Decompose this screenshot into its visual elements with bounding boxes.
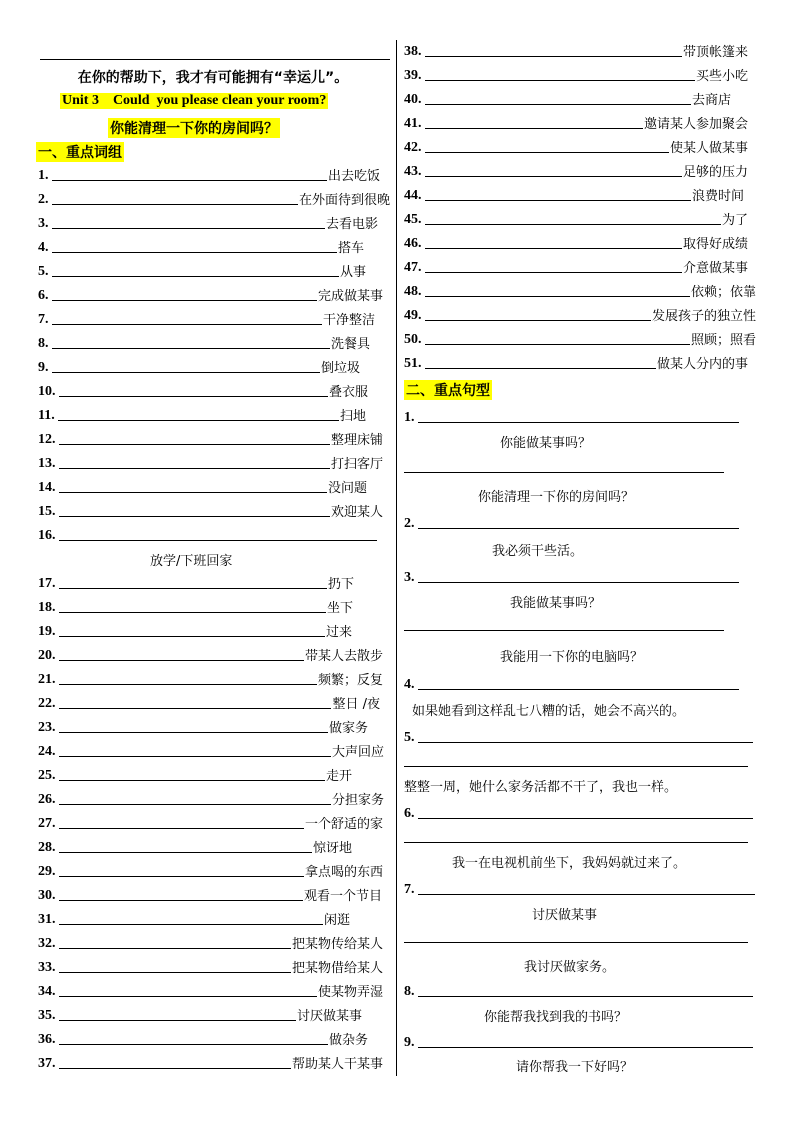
answer-blank[interactable] (425, 186, 691, 201)
phrase-row (38, 380, 368, 400)
phrase-number: 8. (38, 336, 49, 351)
answer-blank[interactable] (59, 742, 331, 757)
phrase-row (38, 572, 354, 592)
phrase-meaning: 从事 (339, 265, 366, 280)
intro-text: 在你的帮助下，我才有可能拥有“幸运儿”。 (77, 70, 349, 86)
phrase-number: 4. (38, 240, 49, 255)
phrase-number: 3. (38, 216, 49, 231)
phrase-number: 18. (38, 600, 56, 615)
sentence-1-row (404, 406, 740, 426)
phrase-row (38, 332, 370, 352)
phrase-number: 27. (38, 816, 56, 831)
phrase-row (404, 160, 748, 180)
answer-line[interactable] (404, 630, 724, 631)
phrase-meaning: 足够的压力 (682, 165, 748, 180)
phrase-row (38, 500, 383, 520)
answer-blank[interactable] (59, 670, 317, 685)
phrase-meaning: 为了 (721, 213, 748, 228)
answer-blank[interactable] (59, 934, 291, 949)
sentence-4-row (404, 673, 740, 693)
answer-blank[interactable] (425, 114, 643, 129)
phrase-meaning: 帮助某人干某事 (291, 1057, 383, 1072)
phrase-meaning: 使某人做某事 (669, 141, 748, 156)
answer-blank[interactable] (418, 408, 740, 423)
answer-blank[interactable] (59, 430, 330, 445)
phrase-row (38, 860, 383, 880)
phrase-number: 34. (38, 984, 56, 999)
sentence-3-row (404, 566, 740, 586)
phrase-row (38, 452, 383, 472)
sentence-1-cue-b: 你能清理一下你的房间吗？ (478, 490, 635, 505)
phrase-meaning: 频繁；反复 (317, 673, 383, 688)
sentence-number: 9. (404, 1035, 415, 1050)
phrase-meaning: 拿点喝的东西 (304, 865, 383, 880)
phrase-number: 23. (38, 720, 56, 735)
phrase-row (404, 208, 748, 228)
answer-blank[interactable] (59, 382, 328, 397)
phrase-meaning: 去看电影 (325, 217, 378, 232)
phrase-number: 1. (38, 168, 49, 183)
sentence-2-cue: 我必须干些活。 (492, 544, 584, 559)
answer-blank[interactable] (425, 234, 682, 249)
phrase-number: 31. (38, 912, 56, 927)
phrase-meaning: 扔下 (327, 577, 354, 592)
phrase-number: 30. (38, 888, 56, 903)
answer-line[interactable] (404, 942, 748, 943)
phrase-meaning: 观看一个节目 (303, 889, 382, 904)
phrase-row (38, 1052, 383, 1072)
answer-blank[interactable] (425, 354, 656, 369)
phrase-number: 40. (404, 92, 422, 107)
phrase-number: 9. (38, 360, 49, 375)
sentence-6-row (404, 802, 754, 822)
phrase-number: 13. (38, 456, 56, 471)
answer-blank[interactable] (425, 162, 682, 177)
answer-blank[interactable] (59, 1006, 296, 1021)
answer-blank[interactable] (418, 982, 754, 997)
phrase-meaning: 整日 /夜 (332, 697, 380, 712)
phrase-number: 32. (38, 936, 56, 951)
phrase-row (404, 232, 748, 252)
phrase-row (404, 40, 748, 60)
sentence-3-cue-a: 我能做某事吗？ (510, 596, 602, 611)
phrase-meaning: 做家务 (328, 721, 368, 736)
phrase-number: 20. (38, 648, 56, 663)
phrase-meaning: 完成做某事 (317, 289, 383, 304)
answer-blank[interactable] (59, 814, 304, 829)
answer-blank[interactable] (59, 766, 325, 781)
sentence-number: 3. (404, 570, 415, 585)
phrase-number: 47. (404, 260, 422, 275)
answer-blank[interactable] (425, 258, 682, 273)
answer-blank[interactable] (425, 42, 682, 57)
answer-blank[interactable] (52, 214, 325, 229)
phrase-16-meaning: 放学/下班回家 (150, 554, 233, 569)
phrase-number: 36. (38, 1032, 56, 1047)
sentence-3-cue-b: 我能用一下你的电脑吗？ (500, 650, 644, 665)
column-divider (396, 40, 397, 1076)
phrase-number: 11. (38, 408, 55, 423)
phrase-row (38, 740, 384, 760)
answer-blank[interactable] (59, 886, 303, 901)
phrase-row (38, 212, 378, 232)
phrase-number: 25. (38, 768, 56, 783)
phrase-number: 37. (38, 1056, 56, 1071)
phrase-number: 19. (38, 624, 56, 639)
answer-blank[interactable] (425, 66, 695, 81)
section-phrases-heading: 一、重点词组 (36, 142, 124, 162)
phrase-row (38, 356, 360, 376)
phrase-number: 21. (38, 672, 56, 687)
answer-blank[interactable] (59, 622, 325, 637)
sentence-number: 7. (404, 882, 415, 897)
section-sentences-heading: 二、重点句型 (404, 380, 492, 400)
phrase-number: 7. (38, 312, 49, 327)
phrase-meaning: 大声回应 (331, 745, 384, 760)
answer-blank[interactable] (58, 406, 339, 421)
phrase-row (38, 404, 366, 424)
phrase-row (404, 256, 748, 276)
answer-blank[interactable] (59, 574, 327, 589)
sentence-9-cue: 请你帮我一下好吗？ (516, 1060, 634, 1075)
answer-blank[interactable] (425, 90, 691, 105)
answer-line[interactable] (404, 842, 748, 843)
phrase-number: 6. (38, 288, 49, 303)
phrase-meaning: 整理床铺 (330, 433, 383, 448)
phrase-number: 17. (38, 576, 56, 591)
phrase-meaning: 去商店 (691, 93, 731, 108)
answer-blank[interactable] (59, 982, 317, 997)
phrase-number: 44. (404, 188, 422, 203)
phrase-row (38, 692, 380, 712)
phrase-meaning: 干净整洁 (322, 313, 375, 328)
sentence-number: 4. (404, 677, 415, 692)
phrase-meaning: 欢迎某人 (330, 505, 383, 520)
phrase-meaning: 使某物弄湿 (317, 985, 383, 1000)
phrase-meaning: 过来 (325, 625, 352, 640)
phrase-meaning: 一个舒适的家 (304, 817, 383, 832)
phrase-meaning: 照顾；照看 (690, 333, 756, 348)
answer-blank[interactable] (59, 646, 304, 661)
answer-blank[interactable] (52, 286, 317, 301)
phrase-number: 41. (404, 116, 422, 131)
phrase-row (38, 188, 390, 208)
answer-blank[interactable] (52, 334, 330, 349)
sentence-7-row (404, 878, 756, 898)
phrase-meaning: 浪费时间 (691, 189, 744, 204)
sentence-7-cue-b: 我讨厌做家务。 (524, 960, 616, 975)
phrase-meaning: 带某人去散步 (304, 649, 383, 664)
answer-blank[interactable] (59, 502, 330, 517)
phrase-number: 49. (404, 308, 422, 323)
answer-blank[interactable] (59, 694, 332, 709)
answer-blank[interactable] (52, 190, 298, 205)
phrase-row (38, 164, 380, 184)
phrase-row (404, 88, 731, 108)
sentence-7-cue-a: 讨厌做某事 (532, 908, 598, 923)
phrase-row (38, 980, 383, 1000)
phrase-number: 33. (38, 960, 56, 975)
phrase-row (38, 524, 378, 544)
phrase-row (404, 136, 748, 156)
phrase-meaning: 倒垃圾 (320, 361, 360, 376)
phrase-meaning: 在外面待到很晚 (298, 193, 390, 208)
sentence-5-cue: 整整一周，她什么家务活都不干了，我也一样。 (404, 780, 678, 795)
phrase-number: 2. (38, 192, 49, 207)
phrase-row (404, 280, 756, 300)
phrase-meaning: 讨厌做某事 (296, 1009, 362, 1024)
answer-blank[interactable] (425, 138, 669, 153)
answer-blank[interactable] (59, 862, 304, 877)
sentence-4-cue: 如果她看到这样乱七八糟的话，她会不高兴的。 (412, 704, 686, 719)
phrase-meaning: 分担家务 (331, 793, 384, 808)
phrase-row (38, 764, 352, 784)
phrase-meaning: 走开 (325, 769, 352, 784)
phrase-row (38, 284, 383, 304)
answer-blank[interactable] (52, 238, 337, 253)
phrase-number: 14. (38, 480, 56, 495)
phrase-row (404, 112, 748, 132)
sentence-number: 8. (404, 984, 415, 999)
phrase-meaning: 买些小吃 (695, 69, 748, 84)
sentence-9-row (404, 1031, 754, 1051)
phrase-number: 16. (38, 528, 56, 543)
answer-blank[interactable] (52, 262, 339, 277)
phrase-number: 28. (38, 840, 56, 855)
answer-blank[interactable] (59, 838, 312, 853)
answer-blank[interactable] (59, 958, 291, 973)
unit-title-cn: 你能清理一下你的房间吗？ (108, 118, 280, 138)
phrase-row (38, 596, 353, 616)
phrase-number: 43. (404, 164, 422, 179)
phrase-meaning: 洗餐具 (330, 337, 370, 352)
phrase-number: 24. (38, 744, 56, 759)
phrase-meaning: 取得好成绩 (682, 237, 748, 252)
phrase-meaning: 打扫客厅 (330, 457, 383, 472)
phrase-meaning: 没问题 (327, 481, 367, 496)
phrase-row (38, 308, 375, 328)
phrase-number: 38. (404, 44, 422, 59)
sentence-number: 2. (404, 516, 415, 531)
answer-blank[interactable] (59, 1030, 328, 1045)
answer-blank[interactable] (59, 1054, 291, 1069)
answer-blank[interactable] (418, 568, 740, 583)
answer-blank[interactable] (418, 1033, 754, 1048)
phrase-number: 22. (38, 696, 56, 711)
phrase-number: 46. (404, 236, 422, 251)
phrase-number: 35. (38, 1008, 56, 1023)
phrase-row (404, 352, 748, 372)
answer-blank[interactable] (59, 718, 328, 733)
phrase-meaning: 把某物借给某人 (291, 961, 383, 976)
unit-title: Unit 3 Could you please clean your room? (62, 93, 327, 108)
phrase-row (38, 788, 384, 808)
phrase-meaning: 搭车 (337, 241, 364, 256)
phrase-row (38, 836, 352, 856)
phrase-row (38, 668, 383, 688)
phrase-row (38, 932, 383, 952)
sentence-5-row (404, 726, 754, 746)
phrase-meaning: 做某人分内的事 (656, 357, 748, 372)
phrase-meaning: 坐下 (326, 601, 353, 616)
answer-blank[interactable] (425, 210, 721, 225)
phrase-number: 42. (404, 140, 422, 155)
phrase-row (404, 328, 756, 348)
phrase-number: 51. (404, 356, 422, 371)
phrase-meaning: 发展孩子的独立性 (651, 309, 756, 324)
phrase-row (38, 956, 383, 976)
phrase-row (38, 260, 366, 280)
phrase-meaning: 闲逛 (323, 913, 350, 928)
phrase-row (38, 716, 368, 736)
phrase-meaning: 带顶帐篷来 (682, 45, 748, 60)
phrase-row (38, 908, 350, 928)
answer-blank[interactable] (418, 728, 754, 743)
phrase-number: 10. (38, 384, 56, 399)
phrase-number: 29. (38, 864, 56, 879)
answer-blank[interactable] (418, 675, 740, 690)
phrase-row (404, 304, 756, 324)
phrase-meaning: 扫地 (339, 409, 366, 424)
sentence-8-cue: 你能帮我找到我的书吗？ (484, 1010, 628, 1025)
top-rule (40, 59, 390, 60)
sentence-number: 1. (404, 410, 415, 425)
sentence-8-row (404, 980, 754, 1000)
phrase-meaning: 叠衣服 (328, 385, 368, 400)
phrase-meaning: 依赖；依靠 (690, 285, 756, 300)
phrase-row (38, 620, 352, 640)
phrase-meaning: 做杂务 (328, 1033, 368, 1048)
answer-blank[interactable] (52, 166, 327, 181)
phrase-meaning: 惊讶地 (312, 841, 352, 856)
answer-blank[interactable] (59, 790, 331, 805)
sentence-1-cue-a: 你能做某事吗？ (500, 436, 592, 451)
answer-blank[interactable] (418, 880, 756, 895)
answer-blank[interactable] (59, 454, 330, 469)
answer-blank[interactable] (425, 282, 690, 297)
sentence-number: 5. (404, 730, 415, 745)
phrase-number: 26. (38, 792, 56, 807)
answer-blank[interactable] (425, 306, 651, 321)
phrase-row (38, 644, 383, 664)
phrase-number: 50. (404, 332, 422, 347)
phrase-row (38, 812, 383, 832)
phrase-number: 12. (38, 432, 56, 447)
sentence-2-row (404, 512, 740, 532)
phrase-number: 45. (404, 212, 422, 227)
phrase-meaning: 出去吃饭 (327, 169, 380, 184)
phrase-row (38, 428, 383, 448)
phrase-row (404, 64, 748, 84)
phrase-number: 39. (404, 68, 422, 83)
answer-line[interactable] (404, 766, 748, 767)
phrase-row (38, 236, 364, 256)
answer-blank[interactable] (425, 330, 690, 345)
phrase-meaning: 介意做某事 (682, 261, 748, 276)
phrase-number: 15. (38, 504, 56, 519)
answer-blank[interactable] (59, 478, 327, 493)
phrase-row (38, 1004, 362, 1024)
phrase-row (404, 184, 744, 204)
answer-blank[interactable] (59, 910, 323, 925)
answer-line[interactable] (404, 472, 724, 473)
answer-blank[interactable] (418, 804, 754, 819)
phrase-row (38, 884, 382, 904)
phrase-number: 5. (38, 264, 49, 279)
answer-blank[interactable] (52, 310, 322, 325)
phrase-meaning: 把某物传给某人 (291, 937, 383, 952)
answer-blank[interactable] (418, 514, 740, 529)
sentence-number: 6. (404, 806, 415, 821)
answer-blank[interactable] (59, 598, 326, 613)
phrase-row (38, 1028, 368, 1048)
answer-blank[interactable] (59, 526, 378, 541)
phrase-meaning: 邀请某人参加聚会 (643, 117, 748, 132)
phrase-number: 48. (404, 284, 422, 299)
answer-blank[interactable] (52, 358, 320, 373)
phrase-row (38, 476, 367, 496)
sentence-6-cue: 我一在电视机前坐下，我妈妈就过来了。 (452, 856, 687, 871)
